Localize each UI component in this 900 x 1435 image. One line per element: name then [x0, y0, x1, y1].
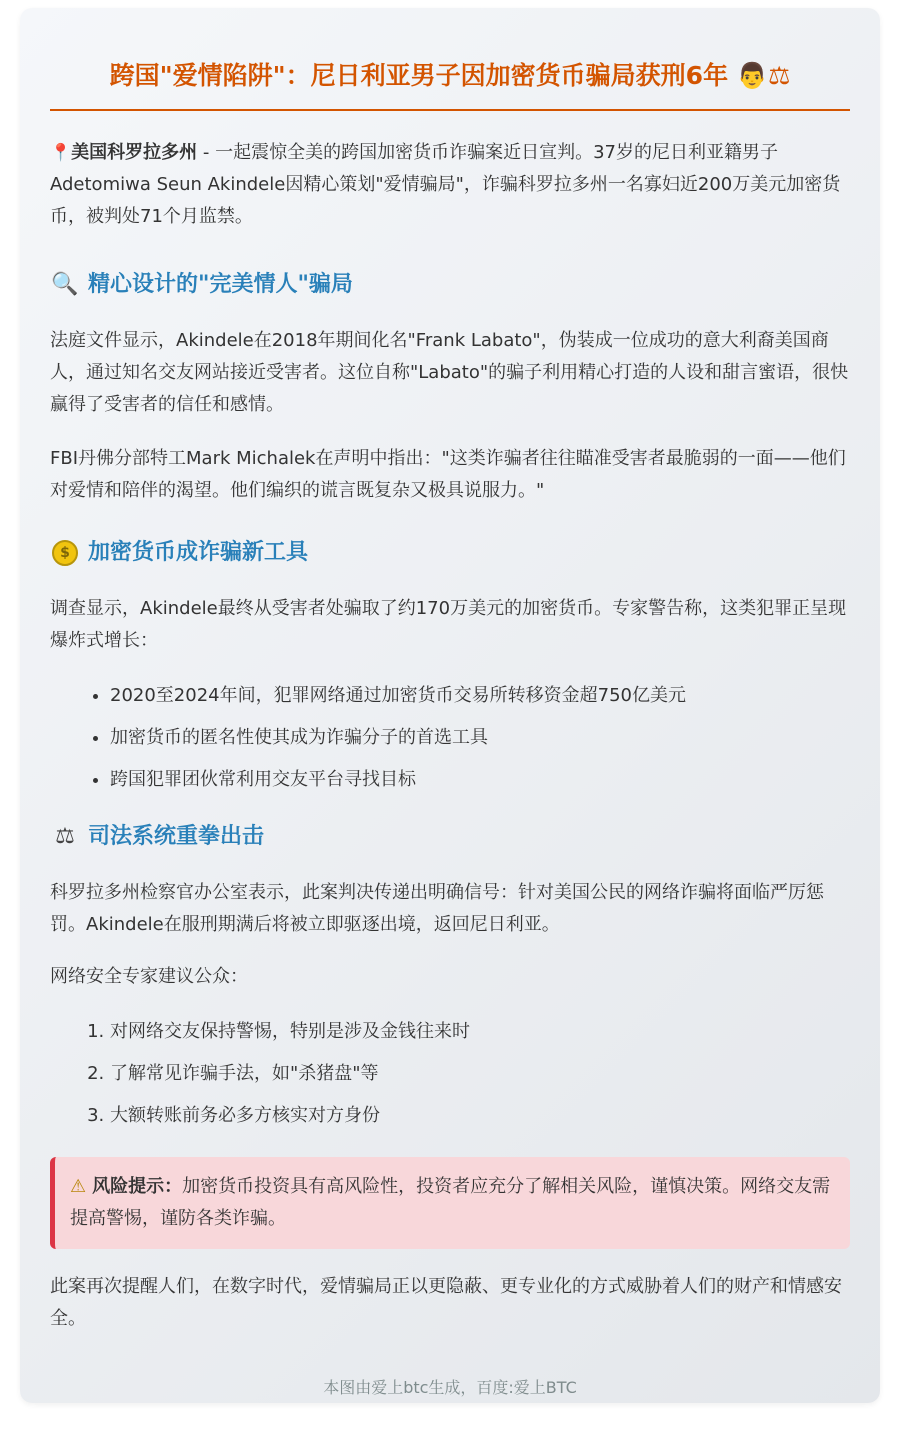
alert-label: 风险提示：: [92, 1175, 183, 1197]
article-card: [20, 8, 880, 1403]
conclusion-paragraph: 此案再次提醒人们，在数字时代，爱情骗局正以更隐蔽、更专业化的方式威胁着人们的财产和情感安全。: [50, 1275, 842, 1329]
section-heading-scam: [50, 269, 850, 301]
list-item: • 2020至2024年间，犯罪网络通过加密货币交易所转移资金超750亿美元: [110, 675, 850, 717]
paragraph: FBI丹佛分部特工Mark Michalek在声明中指出："这类诈骗者往往瞄准受害者最脆弱的一面——他们对爱情和陪伴的渴望。他们编织的谎言既复杂又极具说服力。": [50, 447, 846, 501]
list-item: 3. 大额转账前务必多方核实对方身份: [110, 1095, 850, 1137]
intro-text: - 一起震惊全美的跨国加密货币诈骗案近日宣判。37岁的尼日利亚籍男子Adetomiwa Seun Akindele因精心策划"爱情骗局"，诈骗科罗拉多州一名寡妇近200万美元加密货币，被判处71个月监禁。: [50, 141, 841, 227]
paragraph: 科罗拉多州检察官办公室表示，此案判决传递出明确信号：针对美国公民的网络诈骗将面临严厉惩罚。Akindele在服刑期满后将被立即驱逐出境，返回尼日利亚。: [50, 881, 824, 935]
paragraph: 调查显示，Akindele最终从受害者处骗取了约170万美元的加密货币。专家警告称，这类犯罪正呈现爆炸式增长：: [50, 597, 847, 651]
paragraph: 网络安全专家建议公众：: [50, 965, 248, 987]
article-title: [50, 8, 850, 111]
list-item: • 加密货币的匿名性使其成为诈骗分子的首选工具: [110, 717, 850, 759]
bullet-list: [50, 675, 850, 801]
pin-icon: 📍: [50, 142, 72, 163]
money-bag-icon: $: [50, 537, 80, 569]
section-heading-crypto: [50, 537, 850, 569]
section-heading-text: 加密货币成诈骗新工具: [88, 539, 309, 565]
list-item: 1. 对网络交友保持警惕，特别是涉及金钱往来时: [110, 1011, 850, 1053]
numbered-list: [50, 1011, 850, 1137]
magnifier-icon: 🔍: [51, 271, 79, 297]
intro-paragraph: [50, 137, 850, 233]
footer-note: 本图由爱上btc生成，百度:爱上BTC: [323, 1377, 577, 1397]
section-heading-justice: [50, 821, 850, 853]
list-item: 2. 了解常见诈骗手法，如"杀猪盘"等: [110, 1053, 850, 1095]
list-item: • 跨国犯罪团伙常利用交友平台寻找目标: [110, 759, 850, 801]
intro-location: 美国科罗拉多州: [71, 141, 198, 163]
warning-icon: ⚠: [70, 1175, 87, 1197]
alert-text: 加密货币投资具有高风险性，投资者应充分了解相关风险，谨慎决策。网络交友需提高警惕，谨防各类诈骗。: [70, 1175, 831, 1229]
scales-icon: ⚖: [55, 823, 75, 849]
scales-icon: ⚖: [767, 61, 791, 90]
paragraph: 法庭文件显示，Akindele在2018年期间化名"Frank Labato"，伪装成一位成功的意大利裔美国商人，通过知名交友网站接近受害者。这位自称"Labato"的骗子利用精心打造的人设和甜言蜜语，很快赢得了受害者的信任和感情。: [50, 329, 849, 415]
section-heading-text: 精心设计的"完美情人"骗局: [88, 271, 353, 297]
man-icon: 👨: [736, 61, 768, 90]
risk-alert: [50, 1157, 850, 1249]
title-text: 跨国"爱情陷阱"：尼日利亚男子因加密货币骗局获刑6年: [109, 61, 729, 90]
section-heading-text: 司法系统重拳出击: [88, 823, 265, 849]
